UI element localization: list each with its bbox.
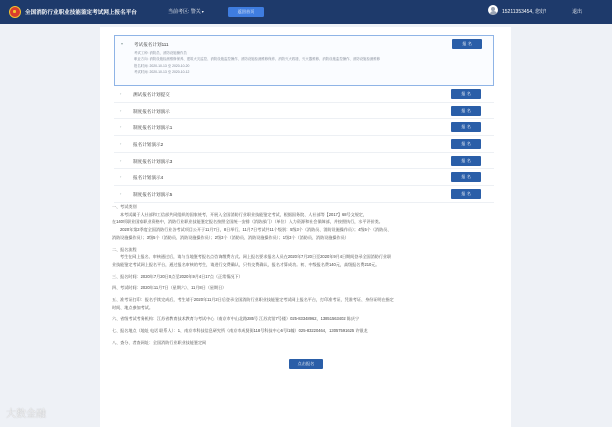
- signup-plan-button[interactable]: 报 名: [451, 139, 481, 149]
- plan-name: 报名计划演示4: [133, 175, 164, 181]
- site-title: 全国消防行业职业技能鉴定考试网上报名平台: [25, 10, 137, 16]
- plan-name: 制度报名计划演示5: [133, 192, 173, 198]
- notice-heading: 五、准考证打印：报名手续完成后，考生请于2020年11月2日后登录全国消防行业职业技能鉴定考试网上报名平台，打印准考证，凭准考证、身份证明在指定: [112, 297, 394, 303]
- notice-heading: 六、省级考试考务机构：江苏省教育技术教育与考试中心（南京市中山北路285号 江苏宾馆7号楼）025-83348962，13851563402 陈庆宁: [112, 316, 360, 322]
- chevron-right-icon[interactable]: ›: [120, 124, 122, 130]
- notice-text: 业技能鉴定考试网上报名平台，通过报名审核的考生，请进行交费确认，只有交费确认，报名才算成功。初、中级报名费140元，高级报名费210元。: [112, 261, 380, 267]
- chevron-right-icon[interactable]: ›: [120, 157, 122, 163]
- main-content-card: [100, 27, 511, 427]
- chevron-right-icon[interactable]: ›: [120, 191, 122, 197]
- exam-notice: [112, 203, 498, 347]
- plan-list: [114, 35, 494, 203]
- plan-name: 测试报名计划提交: [133, 92, 170, 97]
- area-label: 当前考区: 警关: [168, 9, 201, 15]
- signup-plan-button[interactable]: 报 名: [451, 106, 481, 116]
- signup-plan-button[interactable]: 报 名: [451, 122, 481, 132]
- notice-heading: 二、报名流程: [112, 246, 137, 252]
- signup-plan-button[interactable]: 报 名: [451, 172, 481, 182]
- plan-item[interactable]: [114, 153, 494, 170]
- caret-down-icon: ▾: [201, 9, 204, 14]
- signup-plan-button[interactable]: 报 名: [451, 89, 481, 99]
- signup-plan-button[interactable]: 报 名: [451, 156, 481, 166]
- notice-text: 消防设施操作员）；3级5个（消防员、消防设施操作员）；2级3个（消防员、消防设施操作员）；1级3个（消防员、消防设施操作员）: [112, 234, 349, 240]
- user-avatar-icon[interactable]: [488, 5, 498, 15]
- top-navigation-bar: [0, 0, 612, 24]
- chevron-right-icon[interactable]: ›: [120, 174, 122, 180]
- plan-item[interactable]: [114, 119, 494, 136]
- signup-plan-button[interactable]: 报 名: [451, 189, 481, 199]
- watermark: 大数金融: [6, 409, 46, 420]
- plan-item-expanded[interactable]: [114, 35, 494, 86]
- user-greeting: 15211353454, 您好!: [502, 9, 547, 15]
- plan-name: 制度报名计划演示: [133, 108, 170, 114]
- plan-name: 报名计划演示2: [133, 142, 164, 148]
- home-button[interactable]: 返回首页: [228, 7, 264, 17]
- chevron-right-icon[interactable]: ›: [120, 141, 122, 147]
- notice-heading: 三、报名时间：2020年7月20日0点至2020年9月4日17点（正常情况下）: [112, 273, 243, 279]
- notice-text: 2020年第2季度全国消防行业各考试项目公开于11月7日，8日举行，11月7日考试共11个级别：5级3个（消防员、消防设施操作员）；4级5个（消防员、: [120, 227, 392, 233]
- plan-detail-line: 职业方向: 消防设施检测维修保养、建筑火灾监控、消防设施监控操作、消防设施检测维修保养、消防灭火救援、灭火器维修、消防设施监控操作、消防设施检测维修: [134, 57, 381, 62]
- signup-button[interactable]: 点击报名: [289, 359, 323, 369]
- notice-text: 时间、地点参加考试。: [112, 304, 153, 310]
- notice-text: 本考试属于人社部和工信部共同组织的国家统考，开展入全国消防行业职业技能鉴定考试，根据国务院、人社部等【2017】68号文规定，: [120, 211, 367, 217]
- plan-name: 考试报名计划111: [134, 42, 169, 47]
- plan-detail-line: 考试时间: 2020-10-13 至 2020-10-12: [134, 70, 190, 75]
- plan-detail: [134, 50, 380, 76]
- fire-emblem-logo-icon: [9, 6, 21, 18]
- notice-text: 考生在网上报名、审核通过后，请与当地鉴考报名点咨询缴费方式。网上报名要求报名人员在2020年7月20日至2020年9月4日期间登录全国消防行业职: [120, 254, 392, 260]
- exam-area-selector[interactable]: [168, 8, 204, 15]
- notice-heading: 四、考试时间：2020年11月7日（星期六）、11月8日（星期日）: [112, 285, 227, 291]
- signup-plan-button[interactable]: 报 名: [452, 39, 482, 49]
- notice-heading: 八、查分、者查网址：全国消防行业职业技能鉴定网: [112, 339, 207, 345]
- plan-item[interactable]: [114, 86, 494, 103]
- plan-name: 制度报名计划演示3: [133, 158, 173, 164]
- plan-name: 制度报名计划演示1: [133, 125, 173, 131]
- plan-item[interactable]: [114, 136, 494, 153]
- chevron-down-icon[interactable]: ▾: [121, 41, 124, 46]
- plan-detail-line: 报名时间: 2020-10-13 至 2020-10-20: [134, 63, 190, 68]
- chevron-right-icon[interactable]: ›: [120, 107, 122, 113]
- logout-link[interactable]: 退出: [572, 9, 583, 15]
- plan-detail-line: 考试工种: 消防员、消防设施操作员: [134, 51, 187, 55]
- notice-heading: 一、考试类别: [112, 204, 137, 209]
- notice-heading: 七、报名地点（地址 电话 联系人）：1、南京市科技信息研究所（南京市成贤街118号科技中心6号/1幢）025-83220464，13057591625 许银龙: [112, 328, 368, 334]
- plan-item[interactable]: [114, 169, 494, 186]
- plan-item[interactable]: [114, 103, 494, 120]
- plan-item[interactable]: [114, 186, 494, 203]
- chevron-right-icon[interactable]: ›: [120, 91, 122, 96]
- notice-text: 在140项职业国家职业资格中，消防行业职业技能鉴定报名按照全国统一安排（消防部门）（单位）入力资源和社会保障部，并按照执行，水平评价类。: [112, 219, 383, 225]
